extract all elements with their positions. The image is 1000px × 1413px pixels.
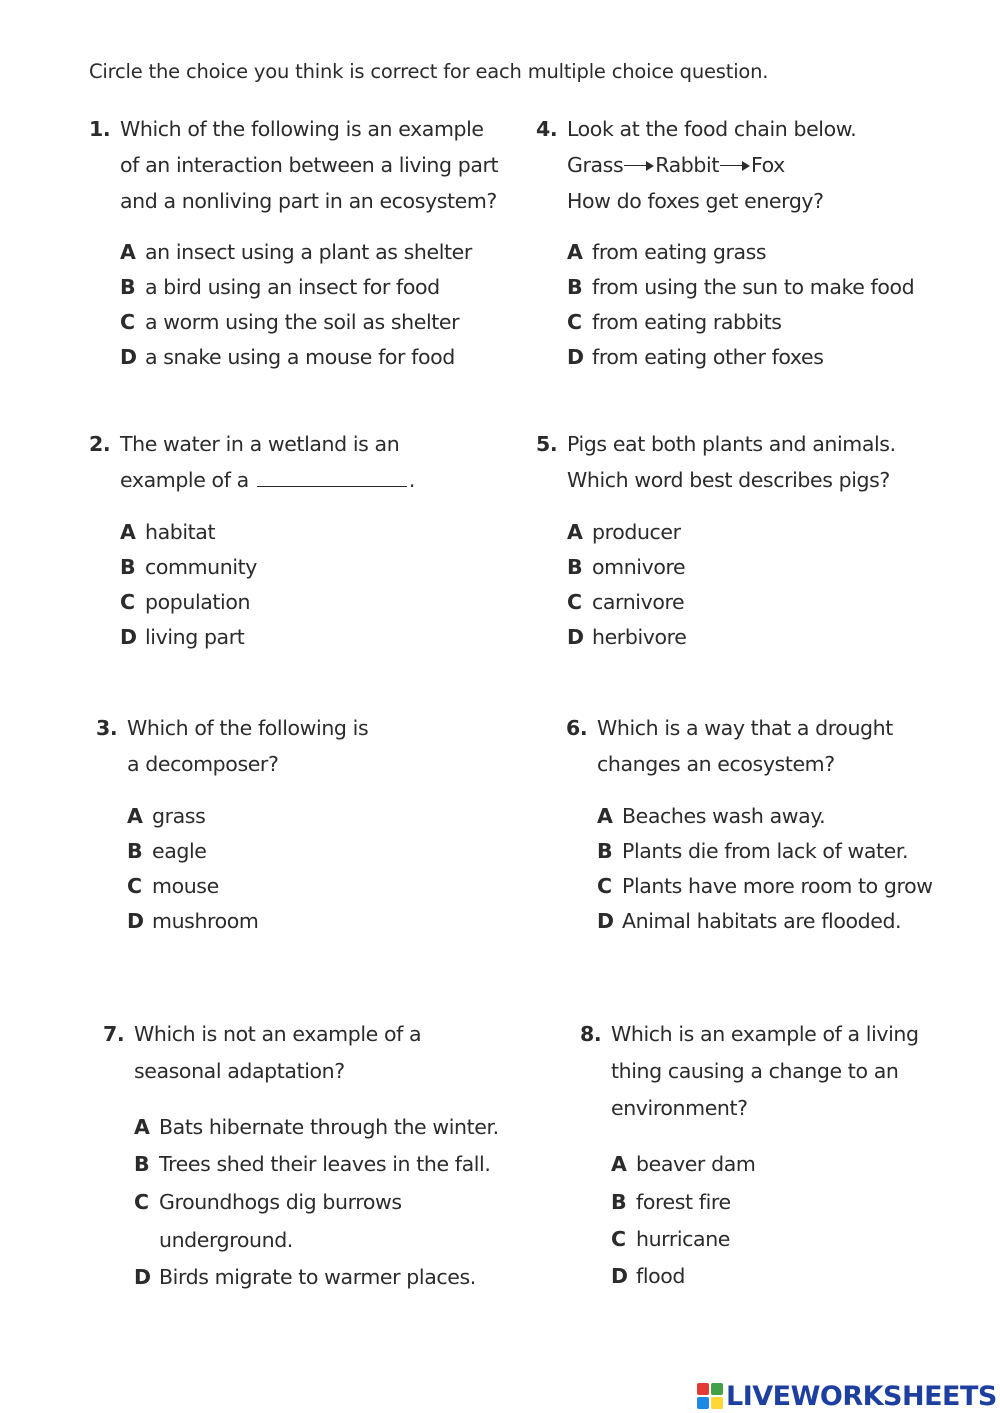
option-a[interactable] xyxy=(597,804,825,828)
option-letter: B xyxy=(120,275,136,299)
option-text: from eating other foxes xyxy=(592,345,824,369)
question-number: 6. xyxy=(566,716,588,740)
arrow-right-icon xyxy=(624,161,654,171)
option-letter: C xyxy=(120,310,135,334)
option-text: a snake using a mouse for food xyxy=(145,345,455,369)
question-text-end: . xyxy=(408,468,416,492)
option-b[interactable] xyxy=(611,1190,731,1214)
option-letter: D xyxy=(120,345,137,369)
question-text: Which is an example of a living xyxy=(611,1022,919,1046)
question-text: seasonal adaptation? xyxy=(134,1059,345,1083)
option-a[interactable] xyxy=(120,520,215,544)
question-number: 4. xyxy=(536,117,558,141)
option-letter: A xyxy=(597,804,613,828)
option-a[interactable] xyxy=(567,520,681,544)
option-text: beaver dam xyxy=(636,1152,756,1176)
option-c[interactable] xyxy=(120,310,459,334)
option-b[interactable] xyxy=(134,1152,490,1176)
question-text: The water in a wetland is an xyxy=(120,432,400,456)
option-text: living part xyxy=(145,625,245,649)
option-c[interactable] xyxy=(567,590,684,614)
option-d[interactable] xyxy=(567,345,824,369)
option-letter: C xyxy=(134,1190,149,1214)
option-text: grass xyxy=(152,804,206,828)
option-letter: B xyxy=(567,275,583,299)
option-text: hurricane xyxy=(636,1227,731,1251)
option-letter: D xyxy=(611,1264,628,1288)
option-d[interactable] xyxy=(597,909,901,933)
option-text: underground. xyxy=(159,1228,293,1252)
question-number: 5. xyxy=(536,432,558,456)
option-letter: C xyxy=(567,310,582,334)
question-text: Which of the following is xyxy=(127,716,369,740)
option-a[interactable] xyxy=(127,804,205,828)
arrow-right-icon xyxy=(720,161,750,171)
option-d[interactable] xyxy=(127,909,258,933)
option-b[interactable] xyxy=(597,839,908,863)
option-letter: B xyxy=(597,839,613,863)
option-d[interactable] xyxy=(134,1265,476,1289)
option-text: carnivore xyxy=(592,590,685,614)
question-text: changes an ecosystem? xyxy=(597,752,835,776)
option-text: omnivore xyxy=(592,555,686,579)
option-text: Plants die from lack of water. xyxy=(622,839,909,863)
question-text: of an interaction between a living part xyxy=(120,153,499,177)
question-text: Which of the following is an example xyxy=(120,117,484,141)
question-text: environment? xyxy=(611,1096,748,1120)
liveworksheets-logo[interactable] xyxy=(697,1380,997,1412)
option-text: habitat xyxy=(145,520,216,544)
option-text: from eating rabbits xyxy=(592,310,782,334)
question-number: 8. xyxy=(580,1022,602,1046)
question-text: example of a xyxy=(120,468,249,492)
question-number: 1. xyxy=(89,117,111,141)
option-c[interactable] xyxy=(120,590,250,614)
option-c-continued[interactable] xyxy=(134,1228,293,1252)
option-text: Trees shed their leaves in the fall. xyxy=(159,1152,491,1176)
option-text: Bats hibernate through the winter. xyxy=(159,1115,499,1139)
option-d[interactable] xyxy=(120,345,455,369)
food-chain-item: Grass xyxy=(567,153,624,177)
option-letter: B xyxy=(134,1152,150,1176)
option-text: eagle xyxy=(152,839,207,863)
option-text: producer xyxy=(592,520,681,544)
question-text-line-2 xyxy=(120,468,415,492)
logo-square xyxy=(711,1383,723,1395)
option-letter: A xyxy=(134,1115,150,1139)
question-number: 7. xyxy=(103,1022,125,1046)
question-text: and a nonliving part in an ecosystem? xyxy=(120,189,497,213)
option-letter: A xyxy=(120,240,136,264)
option-letter: C xyxy=(597,874,612,898)
logo-square xyxy=(697,1383,709,1395)
option-b[interactable] xyxy=(120,555,257,579)
food-chain-item: Fox xyxy=(750,153,785,177)
question-text: Pigs eat both plants and animals. xyxy=(567,432,896,456)
question-text: Which word best describes pigs? xyxy=(567,468,890,492)
option-letter: C xyxy=(127,874,142,898)
option-letter: B xyxy=(567,555,583,579)
option-a[interactable] xyxy=(567,240,766,264)
option-text: a worm using the soil as shelter xyxy=(145,310,460,334)
option-text: Animal habitats are flooded. xyxy=(622,909,902,933)
option-c[interactable] xyxy=(567,310,781,334)
option-letter: A xyxy=(120,520,136,544)
option-letter: B xyxy=(611,1190,627,1214)
option-letter: B xyxy=(127,839,143,863)
option-d[interactable] xyxy=(611,1264,685,1288)
option-b[interactable] xyxy=(567,555,685,579)
option-b[interactable] xyxy=(120,275,440,299)
question-number: 3. xyxy=(96,716,118,740)
question-text: Look at the food chain below. xyxy=(567,117,857,141)
option-b[interactable] xyxy=(567,275,914,299)
option-text: flood xyxy=(636,1264,686,1288)
option-text: an insect using a plant as shelter xyxy=(145,240,472,264)
question-text: Which is not an example of a xyxy=(134,1022,422,1046)
question-text: thing causing a change to an xyxy=(611,1059,899,1083)
option-letter: D xyxy=(134,1265,151,1289)
question-text: a decomposer? xyxy=(127,752,279,776)
question-text: How do foxes get energy? xyxy=(567,189,824,213)
option-d[interactable] xyxy=(120,625,244,649)
option-letter: D xyxy=(597,909,614,933)
option-letter: A xyxy=(611,1152,627,1176)
option-letter: D xyxy=(120,625,137,649)
option-c[interactable] xyxy=(127,874,219,898)
option-letter: B xyxy=(120,555,136,579)
option-text: mushroom xyxy=(152,909,259,933)
option-text: herbivore xyxy=(592,625,687,649)
answer-blank xyxy=(257,468,407,487)
question-number: 2. xyxy=(89,432,111,456)
option-c[interactable] xyxy=(611,1227,730,1251)
option-text: population xyxy=(145,590,251,614)
option-letter: D xyxy=(567,625,584,649)
option-letter: D xyxy=(567,345,584,369)
option-letter: D xyxy=(127,909,144,933)
option-text: from using the sun to make food xyxy=(592,275,915,299)
question-text: Which is a way that a drought xyxy=(597,716,893,740)
option-letter: C xyxy=(567,590,582,614)
option-d[interactable] xyxy=(567,625,686,649)
option-a[interactable] xyxy=(611,1152,755,1176)
food-chain-item: Rabbit xyxy=(655,153,719,177)
option-text: mouse xyxy=(152,874,219,898)
option-letter: A xyxy=(127,804,143,828)
option-text: Groundhogs dig burrows xyxy=(159,1190,402,1214)
option-c[interactable] xyxy=(134,1190,402,1214)
food-chain xyxy=(567,153,785,177)
option-text: Plants have more room to grow xyxy=(622,874,933,898)
logo-square xyxy=(697,1397,709,1409)
option-b[interactable] xyxy=(127,839,207,863)
option-letter: C xyxy=(120,590,135,614)
option-text: community xyxy=(145,555,258,579)
instructions: Circle the choice you think is correct for each multiple choice question. xyxy=(89,60,769,83)
option-text: Beaches wash away. xyxy=(622,804,826,828)
option-letter: C xyxy=(611,1227,626,1251)
option-text: from eating grass xyxy=(592,240,767,264)
option-c[interactable] xyxy=(597,874,933,898)
option-a[interactable] xyxy=(120,240,472,264)
logo-square xyxy=(711,1397,723,1409)
logo-text: LIVEWORKSHEETS xyxy=(726,1380,997,1412)
option-text: a bird using an insect for food xyxy=(145,275,440,299)
option-a[interactable] xyxy=(134,1115,499,1139)
option-letter: A xyxy=(567,240,583,264)
option-letter: A xyxy=(567,520,583,544)
option-text: Birds migrate to warmer places. xyxy=(159,1265,476,1289)
option-text: forest fire xyxy=(636,1190,731,1214)
logo-mark-icon xyxy=(697,1383,723,1409)
